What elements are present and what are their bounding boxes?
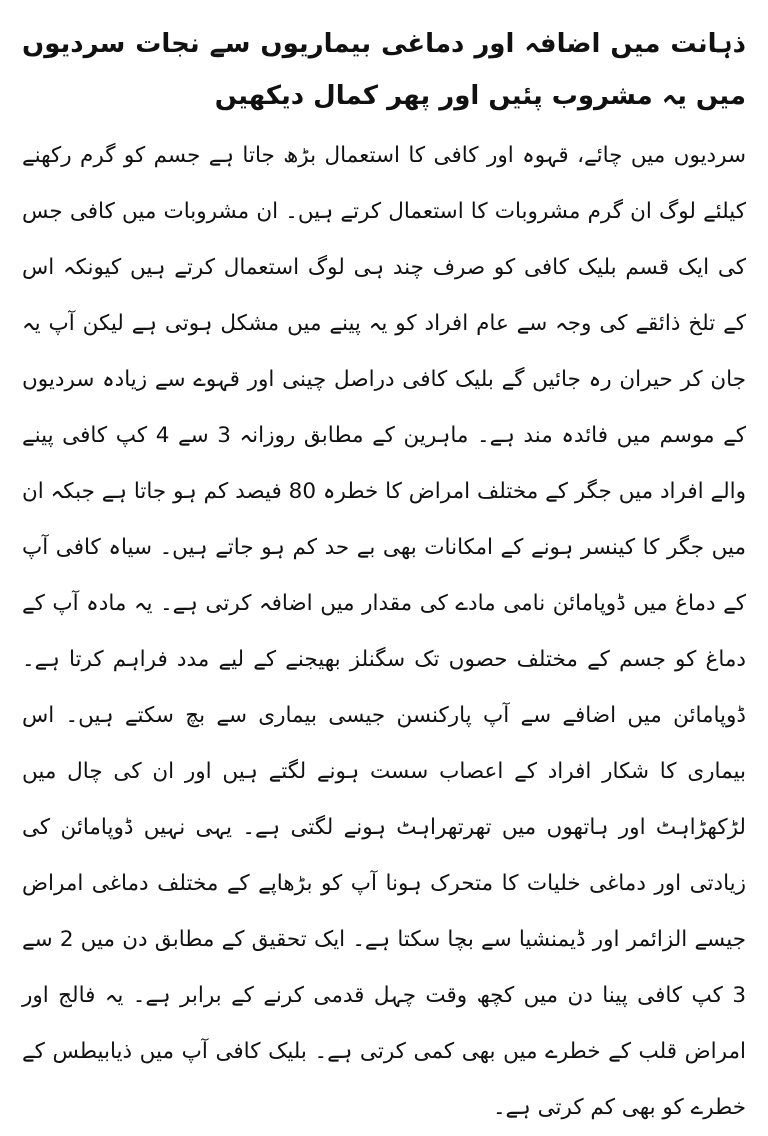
- article: [22, 18, 746, 1136]
- article-body: سردیوں میں چائے، قہوہ اور کافی کا استعمال بڑھ جاتا ہے جسم کو گرم رکھنے کیلئے لوگ ان گرم مشروبات کا استعمال کرتے ہیں۔ ان مشروبات میں کافی جس کی ایک قسم بلیک کافی کو صرف چند ہی لوگ استعمال کرتے ہیں کیونکہ اس کے تلخ ذائقے کی وجہ سے عام افراد کو یہ پینے میں مشکل ہوتی ہے لیکن آپ یہ جان کر حیران رہ جائیں گے بلیک کافی دراصل چینی اور قہوے سے زیادہ سردیوں کے موسم میں فائدہ مند ہے۔ ماہرین کے مطابق روزانہ 3 سے 4 کپ کافی پینے والے افراد میں جگر کے مختلف امراض کا خطرہ 80 فیصد کم ہو جاتا ہے جبکہ ان میں جگر کا کینسر ہونے کے امکانات بھی بے حد کم ہو جاتے ہیں۔ سیاہ کافی آپ کے دماغ میں ڈوپامائن نامی مادے کی مقدار میں اضافہ کرتی ہے۔ یہ مادہ آپ کے دماغ کو جسم کے مختلف حصوں تک سگنلز بھیجنے کے لیے مدد فراہم کرتا ہے۔ ڈوپامائن میں اضافے سے آپ پارکنسن جیسی بیماری سے بچ سکتے ہیں۔ اس بیماری کا شکار افراد کے اعصاب سست ہونے لگتے ہیں اور ان کی چال میں لڑکھڑاہٹ اور ہاتھوں میں تھرتھراہٹ ہونے لگتی ہے۔ یہی نہیں ڈوپامائن کی زیادتی اور دماغی خلیات کا متحرک ہونا آپ کو بڑھاپے کے مختلف دماغی امراض جیسے الزائمر اور ڈیمنشیا سے بچا سکتا ہے۔ ایک تحقیق کے مطابق دن میں 2 سے 3 کپ کافی پینا دن میں کچھ وقت چہل قدمی کرنے کے برابر ہے۔ یہ فالج اور امراض قلب کے خطرے میں بھی کمی کرتی ہے۔ بلیک کافی آپ میں ذیابیطس کے خطرے کو بھی کم کرتی ہے۔: [22, 143, 747, 1120]
- article-title: ذہانت میں اضافہ اور دماغی بیماریوں سے نجات سردیوں میں یہ مشروب پئیں اور پھر کمال دیکھیں: [22, 29, 746, 111]
